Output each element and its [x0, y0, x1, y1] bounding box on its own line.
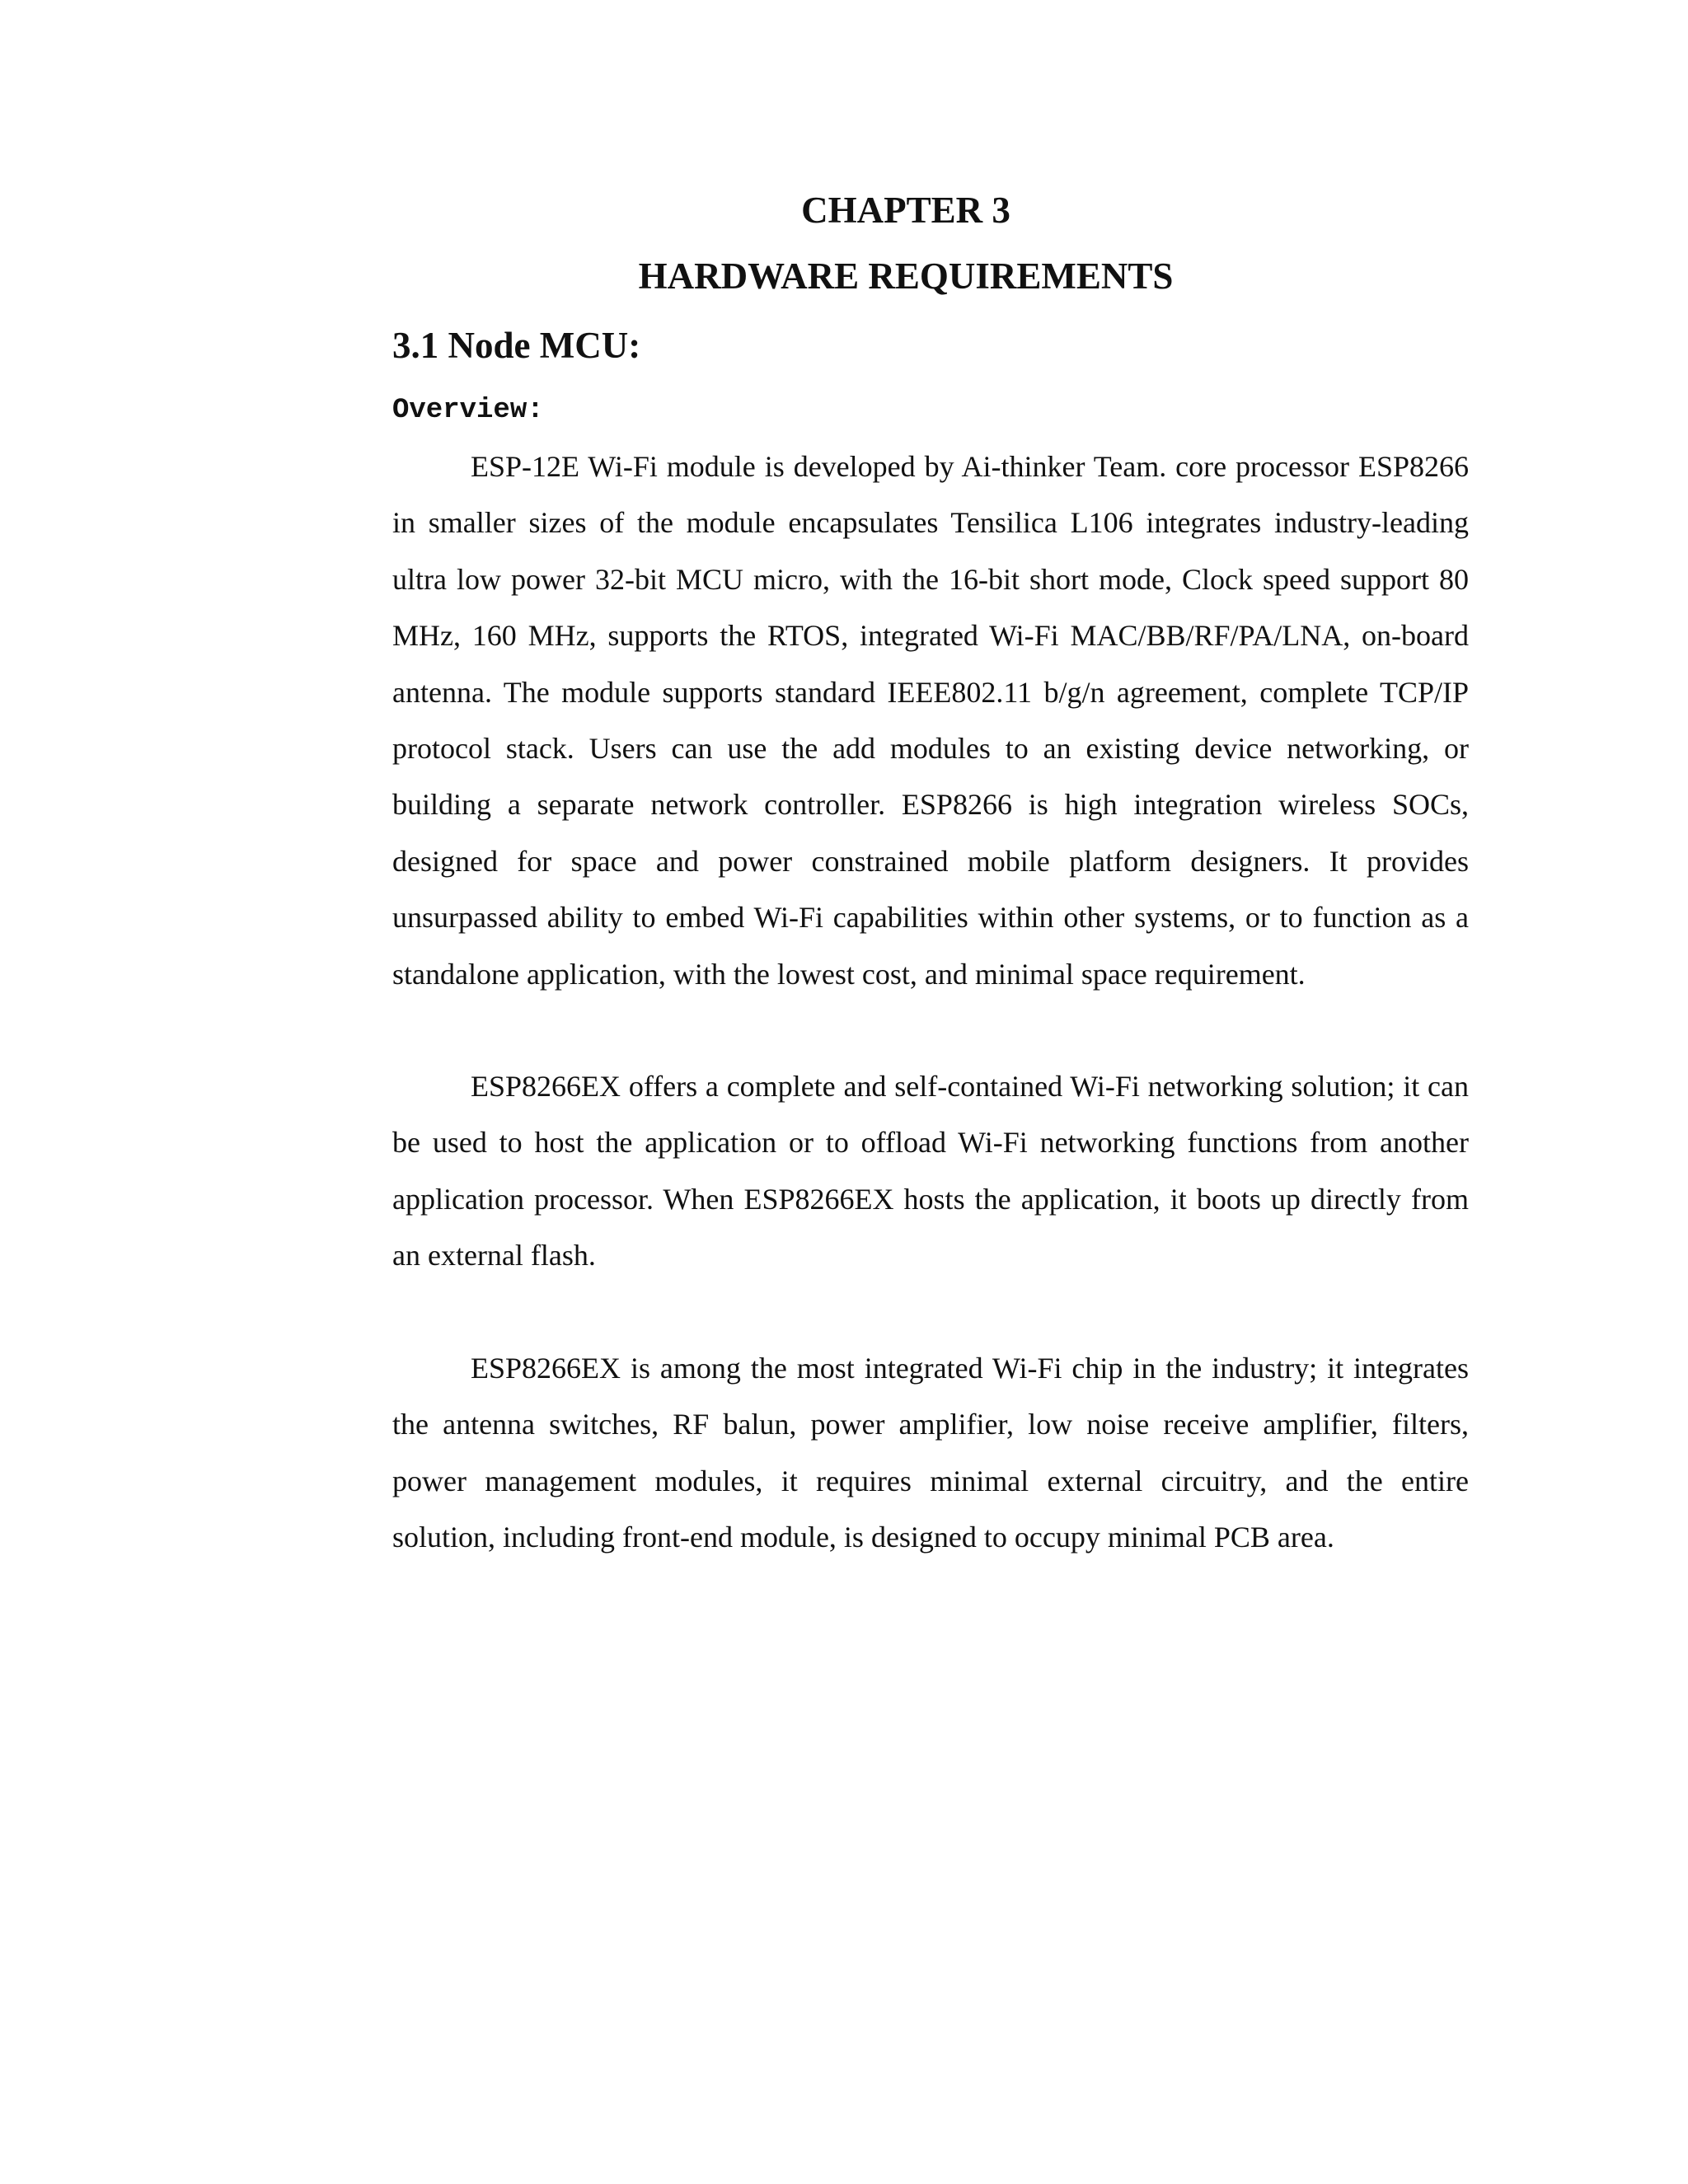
- body-paragraph: ESP8266EX is among the most integrated Wi-Fi chip in the industry; it integrates the antenna switches, RF balun, power amplifier, low noise receive amplifier, filters, power management modules, it requires minimal external circuitry, and the entire solution, including front-end module, is designed to occupy minimal PCB area.: [392, 1352, 1469, 1554]
- body-paragraph: ESP8266EX offers a complete and self-contained Wi-Fi networking solution; it can be used to host the application or to offload Wi-Fi networking functions from another application processor. When ESP8266EX hosts the application, it boots up directly from an external flash.: [392, 1070, 1469, 1272]
- body-paragraph: ESP-12E Wi-Fi module is developed by Ai-thinker Team. core processor ESP8266 in smaller sizes of the module encapsulates Tensilica L106 integrates industry-leading ultra low power 32-bit MCU micro, with the 16-bit short mode, Clock speed support 80 MHz, 160 MHz, supports the RTOS, integrated Wi-Fi MAC/BB/RF/PA/LNA, on-board antenna. The module supports standard IEEE802.11 b/g/n agreement, complete TCP/IP protocol stack. Users can use the add modules to an existing device networking, or building a separate network controller. ESP8266 is high integration wireless SOCs, designed for space and power constrained mobile platform designers. It provides unsurpassed ability to embed Wi-Fi capabilities within other systems, or to function as a standalone application, with the lowest cost, and minimal space requirement.: [392, 450, 1469, 991]
- section-heading: 3.1 Node MCU:: [392, 325, 641, 366]
- chapter-number: CHAPTER 3: [801, 190, 1010, 231]
- overview-subheading: Overview:: [392, 395, 544, 426]
- chapter-title: HARDWARE REQUIREMENTS: [638, 255, 1174, 297]
